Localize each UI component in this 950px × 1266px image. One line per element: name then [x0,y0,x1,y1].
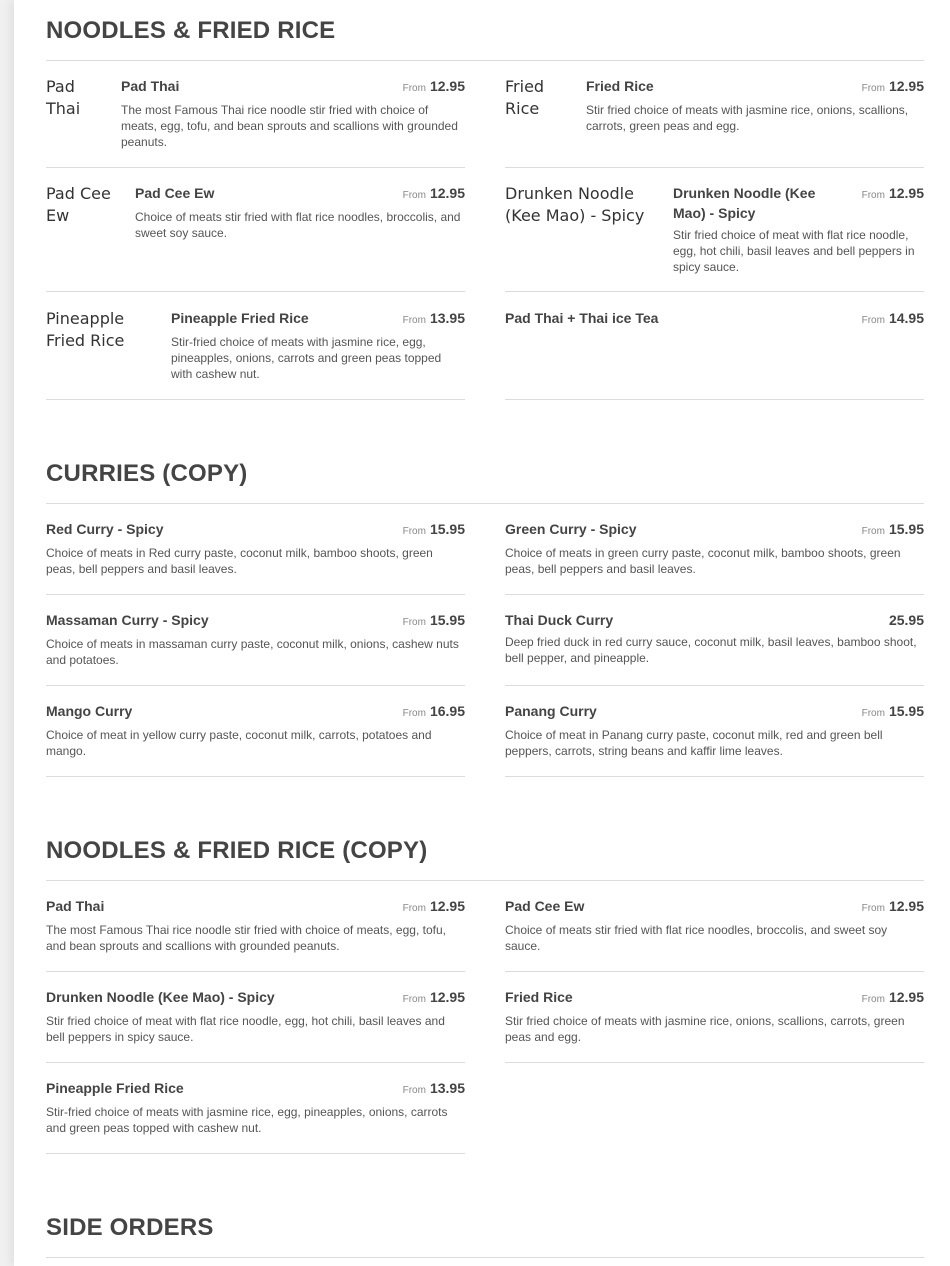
menu-section-curries [46,459,924,777]
price-from-label: From [861,83,885,94]
menu-section-side-orders [46,1213,924,1266]
price-from-label: From [402,617,426,628]
price-from-label: From [402,526,426,537]
price-amount: 13.95 [429,1080,465,1096]
item-price [889,610,924,631]
item-description: Deep fried duck in red curry sauce, coconut milk, basil leaves, bamboo shoot, bell pepper, and pineapple. [505,635,917,665]
menu-item-massaman-curry[interactable] [46,610,465,686]
item-price [403,76,465,99]
item-description: Choice of meats stir fried with flat rice noodles, broccolis, and sweet soy sauce. [505,923,888,953]
price-from-label: From [861,315,885,326]
item-name: Mango Curry [46,703,133,719]
menu-item-drunken-noodle[interactable] [46,987,465,1063]
item-name: Pad Thai [121,78,180,94]
menu-section-noodles [46,16,924,400]
price-from-label: From [402,83,426,94]
item-name: Pad Cee Ew [505,898,585,914]
item-name: Pad Thai + Thai ice Tea [505,310,659,326]
section-title: NOODLES & FRIED RICE [46,17,336,44]
item-name: Thai Duck Curry [505,612,614,628]
item-name: Pineapple Fried Rice [46,1080,184,1096]
section-divider [46,503,924,504]
price-from-label: From [861,903,885,914]
price-from-label: From [861,708,885,719]
item-name: Fried Rice [586,78,654,94]
price-amount: 12.95 [888,78,924,94]
section-title: CURRIES (COPY) [46,460,248,487]
item-description: The most Famous Thai rice noodle stir fried with choice of meats, egg, tofu, and bean sprouts and scallions with grounded peanuts. [121,103,458,149]
item-description: Stir fried choice of meats with jasmine rice, onions, scallions, carrots, green peas and egg. [586,103,909,133]
section-title: NOODLES & FRIED RICE (COPY) [46,837,428,864]
price-amount: 15.95 [888,521,924,537]
menu-item-fried-rice[interactable] [505,987,924,1063]
menu-item-pineapple-fried-rice[interactable] [46,1078,465,1154]
menu-item-mango-curry[interactable] [46,701,465,777]
item-image: Pad Cee Ew [46,184,111,225]
menu-item-pad-thai-combo[interactable] [505,308,924,400]
menu-item-red-curry[interactable] [46,519,465,595]
item-price [403,701,465,724]
menu-item-pad-cee-ew[interactable] [505,896,924,972]
price-amount: 25.95 [888,612,924,628]
price-from-label: From [402,190,426,201]
item-price [403,183,465,206]
price-amount: 13.95 [429,310,465,326]
item-description: Stir-fried choice of meats with jasmine rice, egg, pineapples, onions, carrots and green peas topped with cashew nut. [171,335,442,381]
item-name: Drunken Noodle (Kee Mao) - Spicy [673,185,816,221]
item-price [403,519,465,542]
item-description: Choice of meats in Red curry paste, coconut milk, bamboo shoots, green peas, bell peppers and basil leaves. [46,546,433,576]
price-amount: 16.95 [429,703,465,719]
section-divider [46,1257,924,1258]
menu-page [14,0,950,1266]
price-from-label: From [861,526,885,537]
item-description: Stir fried choice of meat with flat rice noodle, egg, hot chili, basil leaves and bell peppers in spicy sauce. [673,228,915,274]
menu-item-thai-duck-curry[interactable] [505,610,924,686]
price-from-label: From [402,1085,426,1096]
item-description: Choice of meat in Panang curry paste, coconut milk, red and green bell peppers, carrots, string beans and kaffir lime leaves. [505,728,883,758]
item-image: Drunken Noodle (Kee Mao) - Spicy [505,184,645,225]
item-price [862,701,924,724]
item-image: Pineapple Fried Rice [46,309,125,350]
price-amount: 15.95 [888,703,924,719]
price-amount: 12.95 [888,989,924,1005]
menu-item-pad-thai[interactable] [46,76,465,168]
menu-item-fried-rice[interactable] [505,76,924,168]
item-price [403,987,465,1010]
item-image: Fried Rice [505,77,545,118]
price-amount: 12.95 [888,185,924,201]
item-price [403,610,465,633]
section-divider [46,880,924,881]
item-price [862,308,924,331]
item-image: Pad Thai [46,77,81,118]
price-amount: 14.95 [888,310,924,326]
item-name: Pad Cee Ew [135,185,215,201]
item-price [862,519,924,542]
item-name: Green Curry - Spicy [505,521,637,537]
item-name: Fried Rice [505,989,573,1005]
item-description: The most Famous Thai rice noodle stir fried with choice of meats, egg, tofu, and bean sprouts and scallions with grounded peanuts. [46,923,446,953]
price-from-label: From [861,190,885,201]
price-amount: 15.95 [429,612,465,628]
item-description: Choice of meat in yellow curry paste, coconut milk, carrots, potatoes and mango. [46,728,432,758]
item-name: Pad Thai [46,898,105,914]
item-name: Red Curry - Spicy [46,521,164,537]
price-amount: 12.95 [429,989,465,1005]
item-description: Choice of meats in green curry paste, coconut milk, bamboo shoots, green peas, bell peppers and basil leaves. [505,546,901,576]
item-description: Choice of meats stir fried with flat rice noodles, broccolis, and sweet soy sauce. [135,210,461,240]
item-price [862,896,924,919]
item-price [403,1078,465,1101]
item-price [403,896,465,919]
item-price [862,183,924,206]
menu-item-pad-cee-ew[interactable] [46,183,465,292]
item-name: Massaman Curry - Spicy [46,612,209,628]
price-amount: 12.95 [429,898,465,914]
menu-item-pad-thai[interactable] [46,896,465,972]
menu-item-green-curry[interactable] [505,519,924,595]
menu-section-noodles-copy [46,836,924,1154]
price-from-label: From [402,994,426,1005]
price-amount: 12.95 [429,78,465,94]
price-amount: 12.95 [888,898,924,914]
price-amount: 15.95 [429,521,465,537]
section-divider [46,60,924,61]
price-from-label: From [861,994,885,1005]
price-from-label: From [402,708,426,719]
item-name: Pineapple Fried Rice [171,310,309,326]
item-description: Stir fried choice of meat with flat rice noodle, egg, hot chili, basil leaves and bell peppers in spicy sauce. [46,1014,445,1044]
item-description: Stir-fried choice of meats with jasmine rice, egg, pineapples, onions, carrots and green peas topped with cashew nut. [46,1105,448,1135]
price-from-label: From [402,315,426,326]
item-name: Drunken Noodle (Kee Mao) - Spicy [46,989,275,1005]
menu-item-drunken-noodle[interactable] [505,183,924,292]
section-title: SIDE ORDERS [46,1214,214,1241]
item-description: Stir fried choice of meats with jasmine rice, onions, scallions, carrots, green peas and egg. [505,1014,905,1044]
item-price [403,308,465,331]
price-from-label: From [402,903,426,914]
menu-item-panang-curry[interactable] [505,701,924,777]
price-amount: 12.95 [429,185,465,201]
item-name: Panang Curry [505,703,597,719]
menu-item-pineapple-fried-rice[interactable] [46,308,465,400]
item-price [862,987,924,1010]
item-description: Choice of meats in massaman curry paste, coconut milk, onions, cashew nuts and potatoes. [46,637,459,667]
item-price [862,76,924,99]
